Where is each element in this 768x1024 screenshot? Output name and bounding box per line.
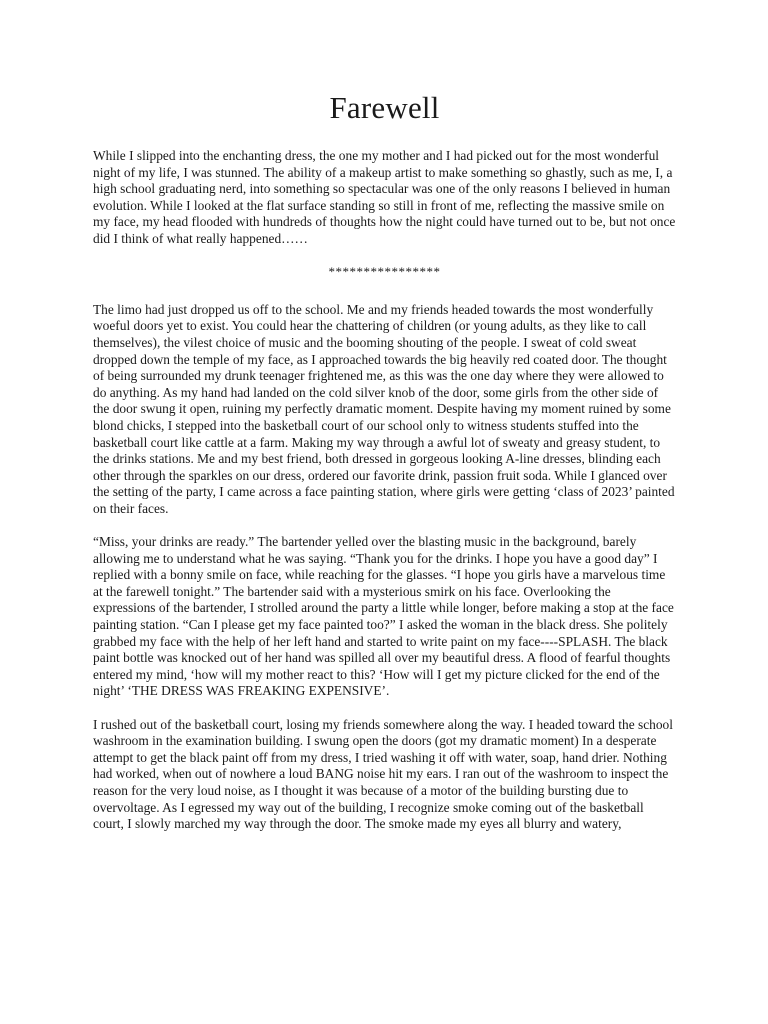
page-title: Farewell bbox=[329, 90, 440, 125]
paragraph-arrival: The limo had just dropped us off to the school. Me and my friends headed towards the most wonderfully woeful doors yet to exist. You could hear the chattering of children (or young adults, as they like to call themselves), the vilest choice of music and the booming shouting of the people. I sweat of cold sweat dropped down the temple of my face, as I approached towards the big heavily red coated door. The thought of being surrounded my drunk teenager frightened me, as this was the one day where they were allowed to do anything. As my hand had landed on the cold silver knob of the door, some girls from the other side of the door swung it open, ruining my perfectly dramatic moment. Despite having my moment ruined by some blond chicks, I stepped into the basketball court of our school only to witness students stuffed into the basketball court like cattle at a farm. Making my way through a awful lot of sweaty and greasy student, to the drinks stations. Me and my best friend, both dressed in gorgeous looking A-line dresses, blinding each other through the sparkles on our dress, ordered our favorite drink, passion fruit soda. While I glanced over the setting of the party, I came across a face painting station, where girls were getting ‘class of 2023’ painted on their faces. bbox=[93, 301, 675, 516]
paragraph-intro: While I slipped into the enchanting dress, the one my mother and I had picked out for the most wonderful night of my life, I was stunned. The ability of a makeup artist to make something so ghastly, such as me, I, a high school graduating nerd, into something so spectacular was one of the only reasons I believed in human evolution. While I looked at the flat surface standing so still in front of me, reflecting the massive smile on my face, my head flooded with hundreds of thoughts how the night could have turned out to be, but not once did I think of what really happened…… bbox=[93, 148, 676, 246]
paragraph-bartender: “Miss, your drinks are ready.” The bartender yelled over the blasting music in the background, barely allowing me to understand what he was saying. “Thank you for the drinks. I hope you have a good day” I replied with a bonny smile on face, while reaching for the glasses. “I hope you girls have a marvelous time at the farewell tonight.” The bartender said with a mysterious smirk on his face. Overlooking the expressions of the bartender, I strolled around the party a little while longer, before making a stop at the face painting station. “Can I please get my face painted too?” I asked the woman in the black dress. She politely grabbed my face with the help of her left hand and started to write paint on my face----SPLASH. The black paint bottle was knocked out of her hand was spilled all over my beautiful dress. A flood of fearful thoughts entered my mind, ‘how will my mother react to this? ‘How will I get my picture clicked for the end of the night’ ‘THE DRESS WAS FREAKING EXPENSIVE’. bbox=[93, 534, 674, 699]
paragraph-washroom: I rushed out of the basketball court, losing my friends somewhere along the way. I headed toward the school washroom in the examination building. I swung open the doors (got my dramatic moment) In a desperate attempt to get the black paint off from my dress, I tried washing it off with water, soap, hand drier. Nothing had worked, when out of nowhere a loud BANG noise hit my ears. I ran out of the washroom to inspect the reason for the very loud noise, as I thought it was because of a motor of the building bursting due to overvoltage. As I egressed my way out of the building, I recognize smoke coming out of the basketball court, I slowly marched my way through the door. The smoke made my eyes all blurry and watery, bbox=[93, 716, 673, 832]
section-divider: **************** bbox=[328, 264, 441, 280]
